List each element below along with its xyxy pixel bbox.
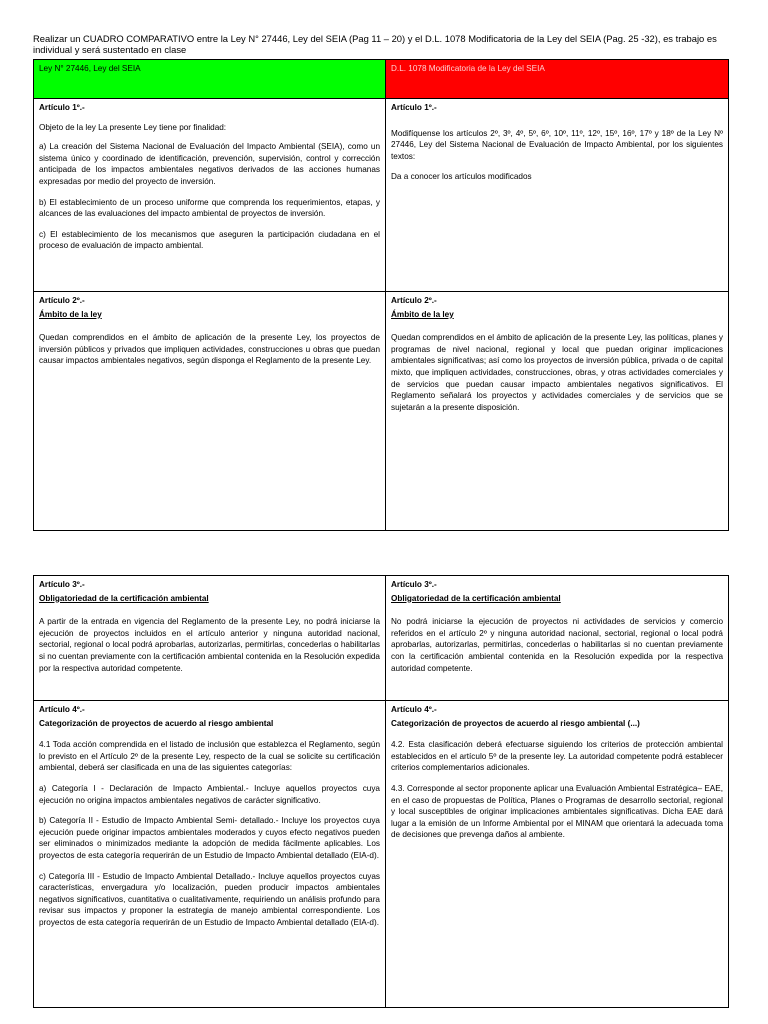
article-paragraph: Quedan comprendidos en el ámbito de aplicación de la presente Ley, las políticas, planes y programas de nivel nacional, regional y local que puedan originar implicaciones ambientales significativas; así como los proyectos de inversión pública, privada o de capital mixto, que impliquen actividades, construcciones, obras, y otras actividades comerciales y de servicios que puedan causar impacto ambientales negativos significativos. El Reglamento señalará los proyectos y actividades comerciales y de servicios que se sujetarán a la presente disposición. (391, 333, 723, 412)
article-title: Artículo 4º.- (391, 705, 437, 714)
article-title: Artículo 3º.- (39, 580, 85, 589)
cell-dl-articulo-1 (386, 99, 729, 292)
article-title: Artículo 1º.- (39, 103, 85, 112)
header-dl-1078: D.L. 1078 Modificatoria de la Ley del SEIA (386, 60, 729, 99)
cell-dl-articulo-2 (386, 292, 729, 531)
table-header-row (34, 60, 729, 99)
article-paragraph: b) El establecimiento de un proceso uniforme que comprenda los requerimientos, etapas, y alcances de las evaluaciones del impacto ambiental de proyectos de inversión. (39, 197, 380, 219)
table-row-articulo-2 (34, 292, 729, 531)
cell-ley-articulo-2 (34, 292, 386, 531)
table-row-articulo-1 (34, 99, 729, 292)
article-subtitle: Categorización de proyectos de acuerdo al riesgo ambiental (...) (391, 718, 640, 728)
article-paragraph: c) Categoría III - Estudio de Impacto Ambiental Detallado.- Incluye aquellos proyectos cuyas características, envergadura y/o localización, pueden producir impactos ambientales negativos significativos, cuantitativa o cualitativamente, requiriendo un análisis profundo para revisar sus impactos y proponer la estrategia de manejo ambiental correspondiente. Los proyectos de esta categoría requerirán de un Estudio de Impacto Ambiental detallado (EIA-d). (39, 871, 380, 927)
article-paragraph: No podrá iniciarse la ejecución de proyectos ni actividades de servicios y comercio referidos en el artículo 2º y ninguna autoridad nacional, sectorial, regional o local podrá aprobarlas, autorizarlas, permitirlas, concederlas o habilitarlas si no cuentan previamente con la certificación ambiental contenida en la Resolución expedida por la respectiva autoridad competente. (391, 617, 723, 673)
article-title: Artículo 2º.- (39, 296, 85, 305)
article-title: Artículo 1º.- (391, 103, 437, 112)
article-subtitle: Categorización de proyectos de acuerdo al riesgo ambiental (39, 718, 274, 728)
article-paragraph: 4.2. Esta clasificación deberá efectuarse siguiendo los criterios de protección ambiental establecidos en el artículo 5º de la presente ley. La autoridad competente podrá establecer criterios complementarios adicionales. (391, 740, 723, 773)
article-title: Artículo 4º.- (39, 705, 85, 714)
article-subtitle: Ámbito de la ley (391, 309, 454, 319)
article-paragraph: a) La creación del Sistema Nacional de Evaluación del Impacto Ambiental (SEIA), como un sistema único y coordinado de identificación, prevención, supervisión, control y corrección anticipada de los impactos ambientales negativos derivados de las acciones humanas expresadas por medio del proyecto de inversión. (39, 142, 380, 186)
article-paragraph: 4.1 Toda acción comprendida en el listado de inclusión que establezca el Reglamento, según lo previsto en el Artículo 2º de la presente Ley, respecto de la cual se solicite su certificación ambiental, deberá ser clasificada en una de las siguientes categorías: (39, 740, 380, 773)
article-title: Artículo 3º.- (391, 580, 437, 589)
cell-dl-articulo-3 (386, 576, 729, 701)
table-row-articulo-3 (34, 576, 729, 701)
table-row-articulo-4 (34, 701, 729, 1008)
cell-ley-articulo-1 (34, 99, 386, 292)
cell-ley-articulo-3 (34, 576, 386, 701)
comparison-table-page-2 (33, 575, 729, 1008)
article-paragraph: b) Categoría II - Estudio de Impacto Ambiental Semi- detallado.- Incluye los proyectos cuya ejecución puede originar impactos ambientales moderados y cuyos efecto negativos pueden ser eliminados o minimizados mediante la adopción de medida fácilmente aplicables. Los proyectos de esta categoría requerirán de un Estudio de Impacto Ambiental detallado (EIA-d). (39, 816, 380, 860)
article-title: Artículo 2º.- (391, 296, 437, 305)
article-subtitle: Obligatoriedad de la certificación ambiental (391, 593, 561, 603)
article-subtitle: Ámbito de la ley (39, 309, 102, 319)
header-ley-27446: Ley N° 27446, Ley del SEIA (34, 60, 386, 99)
cell-dl-articulo-4 (386, 701, 729, 1008)
article-paragraph: Da a conocer los artículos modificados (391, 172, 532, 182)
article-paragraph: Objeto de la ley La presente Ley tiene por finalidad: (39, 122, 227, 132)
comparison-table-page-1 (33, 59, 729, 531)
assignment-instructions: Realizar un CUADRO COMPARATIVO entre la Ley N° 27446, Ley del SEIA (Pag 11 – 20) y el D.L. 1078 Modificatoria de la Ley del SEIA (Pag. 25 -32), es trabajo es individual y será sustentado en clase (33, 33, 717, 55)
article-paragraph: Modifíquense los artículos 2º, 3º, 4º, 5º, 6º, 10º, 11º, 12º, 15º, 16º, 17º y 18º de la Ley Nº 27446, Ley del Sistema Nacional de Evaluación de Impacto Ambiental, por los siguientes textos: (391, 128, 723, 161)
article-paragraph: A partir de la entrada en vigencia del Reglamento de la presente Ley, no podrá iniciarse la ejecución de proyectos incluidos en el artículo anterior y ninguna autoridad nacional, sectorial, regional o local podrá aprobarlas, autorizarlas, permitirlas, concederlas o habilitarlas si no cuentan previamente con la certificación ambiental contenida en la Resolución expedida por la respectiva autoridad competente. (39, 617, 380, 673)
article-subtitle: Obligatoriedad de la certificación ambiental (39, 593, 209, 603)
cell-ley-articulo-4 (34, 701, 386, 1008)
article-paragraph: 4.3. Corresponde al sector proponente aplicar una Evaluación Ambiental Estratégica– EAE, en el caso de propuestas de Política, Planes o Programas de desarrollo sectorial, regional y local susceptibles de originar implicaciones ambientales significativas. Dicha EAE dará lugar a la emisión de un Informe Ambiental por el MINAM que orientará la adecuada toma de decisiones que prevenga daños al ambiente. (391, 783, 723, 840)
article-paragraph: c) El establecimiento de los mecanismos que aseguren la participación ciudadana en el proceso de evaluación de impacto ambiental. (39, 229, 380, 251)
article-paragraph: a) Categoría I - Declaración de Impacto Ambiental.- Incluye aquellos proyectos cuya ejecución no origina impactos ambientales negativos de carácter significativo. (39, 783, 380, 805)
article-paragraph: Quedan comprendidos en el ámbito de aplicación de la presente Ley, los proyectos de inversión públicos y privados que impliquen actividades, construcciones u obras que puedan causar impactos ambientales negativos, según disponga el Reglamento de la presente Ley. (39, 333, 380, 366)
